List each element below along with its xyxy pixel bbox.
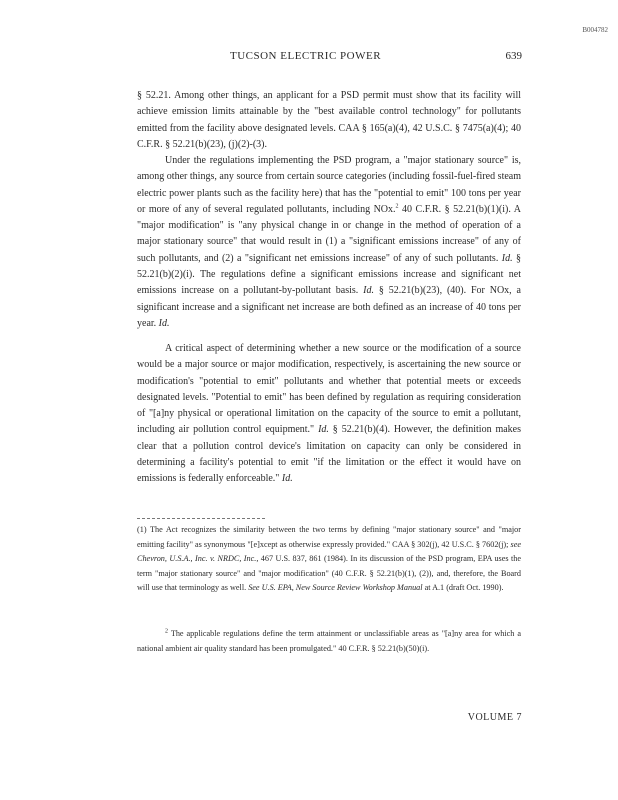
footnote-divider: [137, 518, 265, 519]
paragraph-2-text-d: § 52.21(b)(23), (40). For NOx, a significant increase and a significant net increase are both defined as an increase of 40 tons per year.: [137, 285, 521, 329]
paragraph-2-text-b: 40 C.F.R. § 52.21(b)(1)(i). A "major modification" is "any physical change in or change in the method of operation of a major stationary source" that would result in (1) a "significant emissions increase" of any of such pollutants, and (2) a "significant net emissions increase" of any of such pollutants.: [137, 203, 522, 264]
paragraph-3-text-b: § 52.21(b)(4). However, the definition makes clear that a pollution control device's limitation on capacity can only be considered in determining a facility's potential to emit "if the limitation or the effect it would have on emissions is federally enforceable.": [137, 424, 522, 485]
footnote-2: [137, 627, 521, 656]
footnote-1-case-cite: see Chevron, U.S.A., Inc. v. NRDC, Inc.: [137, 539, 522, 564]
footnote-1: [137, 523, 521, 596]
volume-footer: VOLUME 7: [467, 712, 522, 723]
citation-id: Id.: [158, 317, 170, 329]
footnote-ref-2: 2: [395, 203, 399, 210]
paragraph-2-text-c: § 52.21(b)(2)(i). The regulations define a significant emissions increase and significant net emissions increase on a pollutant-by-pollutant basis.: [137, 252, 522, 297]
running-head-title: TUCSON ELECTRIC POWER: [230, 50, 382, 62]
footnote-1-manual-cite: See U.S. EPA, New Source Review Workshop Manual: [248, 583, 423, 593]
paragraph-2: [137, 153, 521, 332]
paragraph-1-text: Among other things, an applicant for a PSD permit must show that its facility will achieve emission limits attainable by the "best available control technology" for pollutants emitted from the facility above designated levels. CAA § 165(a)(4), 42 U.S.C. § 7475(a)(4); 40 C.F.R. § 52.21(b)(23), (j)(2)-(3).: [137, 90, 522, 150]
footnote-1-text-a: The Act recognizes the similarity between the two terms by defining "major stationary source" and "major emitting facility" as synonymous "[e]xcept as otherwise expressly provided." CAA § 302(j), 42 U.S.C. § 7602(j);: [137, 525, 521, 549]
paragraph-3: [137, 341, 521, 488]
page-id: B004782: [582, 26, 608, 34]
citation-id: Id.: [501, 252, 513, 264]
footnote-1-text-b: , 467 U.S. 837, 861 (1984). In its discussion of the PSD program, EPA uses the term "major stationary source" and "major modification" (40 C.F.R. § 52.21(b)(1), (2)), and, therefore, the Board will use that terminology as well.: [137, 554, 521, 593]
page-number: 639: [505, 50, 522, 62]
footnote-mark: (1): [137, 525, 147, 534]
citation-id: Id.: [363, 285, 374, 297]
footnote-2-text: The applicable regulations define the term attainment or unclassifiable areas as "[a]ny area for which a national ambient air quality standard has been promulgated." 40 C.F.R. § 52.21(b)(50)(i).: [137, 629, 521, 653]
footnote-mark: 2: [165, 628, 168, 635]
footnote-1-text-c: at A.1 (draft Oct. 1990).: [422, 583, 504, 593]
paragraph-1: [137, 88, 521, 153]
running-head: [0, 50, 618, 64]
paragraph-3-text-a: A critical aspect of determining whether a new source or the modification of a source would be a major source or major modification, respectively, is ascertaining the new source or modification's "potential to emit" pollutants and whether that potential meets or exceeds designated levels. "Potential to emit" has been defined by regulation as requiring consideration of "[a]ny physical or operational limitation on the capacity of the source to emit a pollutant, including air pollution control equipment.": [137, 343, 521, 436]
citation-id: Id.: [318, 424, 329, 436]
paragraph-2-text-a: Under the regulations implementing the PSD program, a "major stationary source" is, among other things, any source from certain source categories (including fossil-fuel-fired steam electric power plants such as the facility here) that has the "potential to emit" 100 tons per year or more of any of several regulated pollutants, including NOx.: [137, 155, 521, 215]
citation-id: Id.: [281, 473, 293, 485]
section-ref: § 52.21.: [137, 90, 171, 101]
